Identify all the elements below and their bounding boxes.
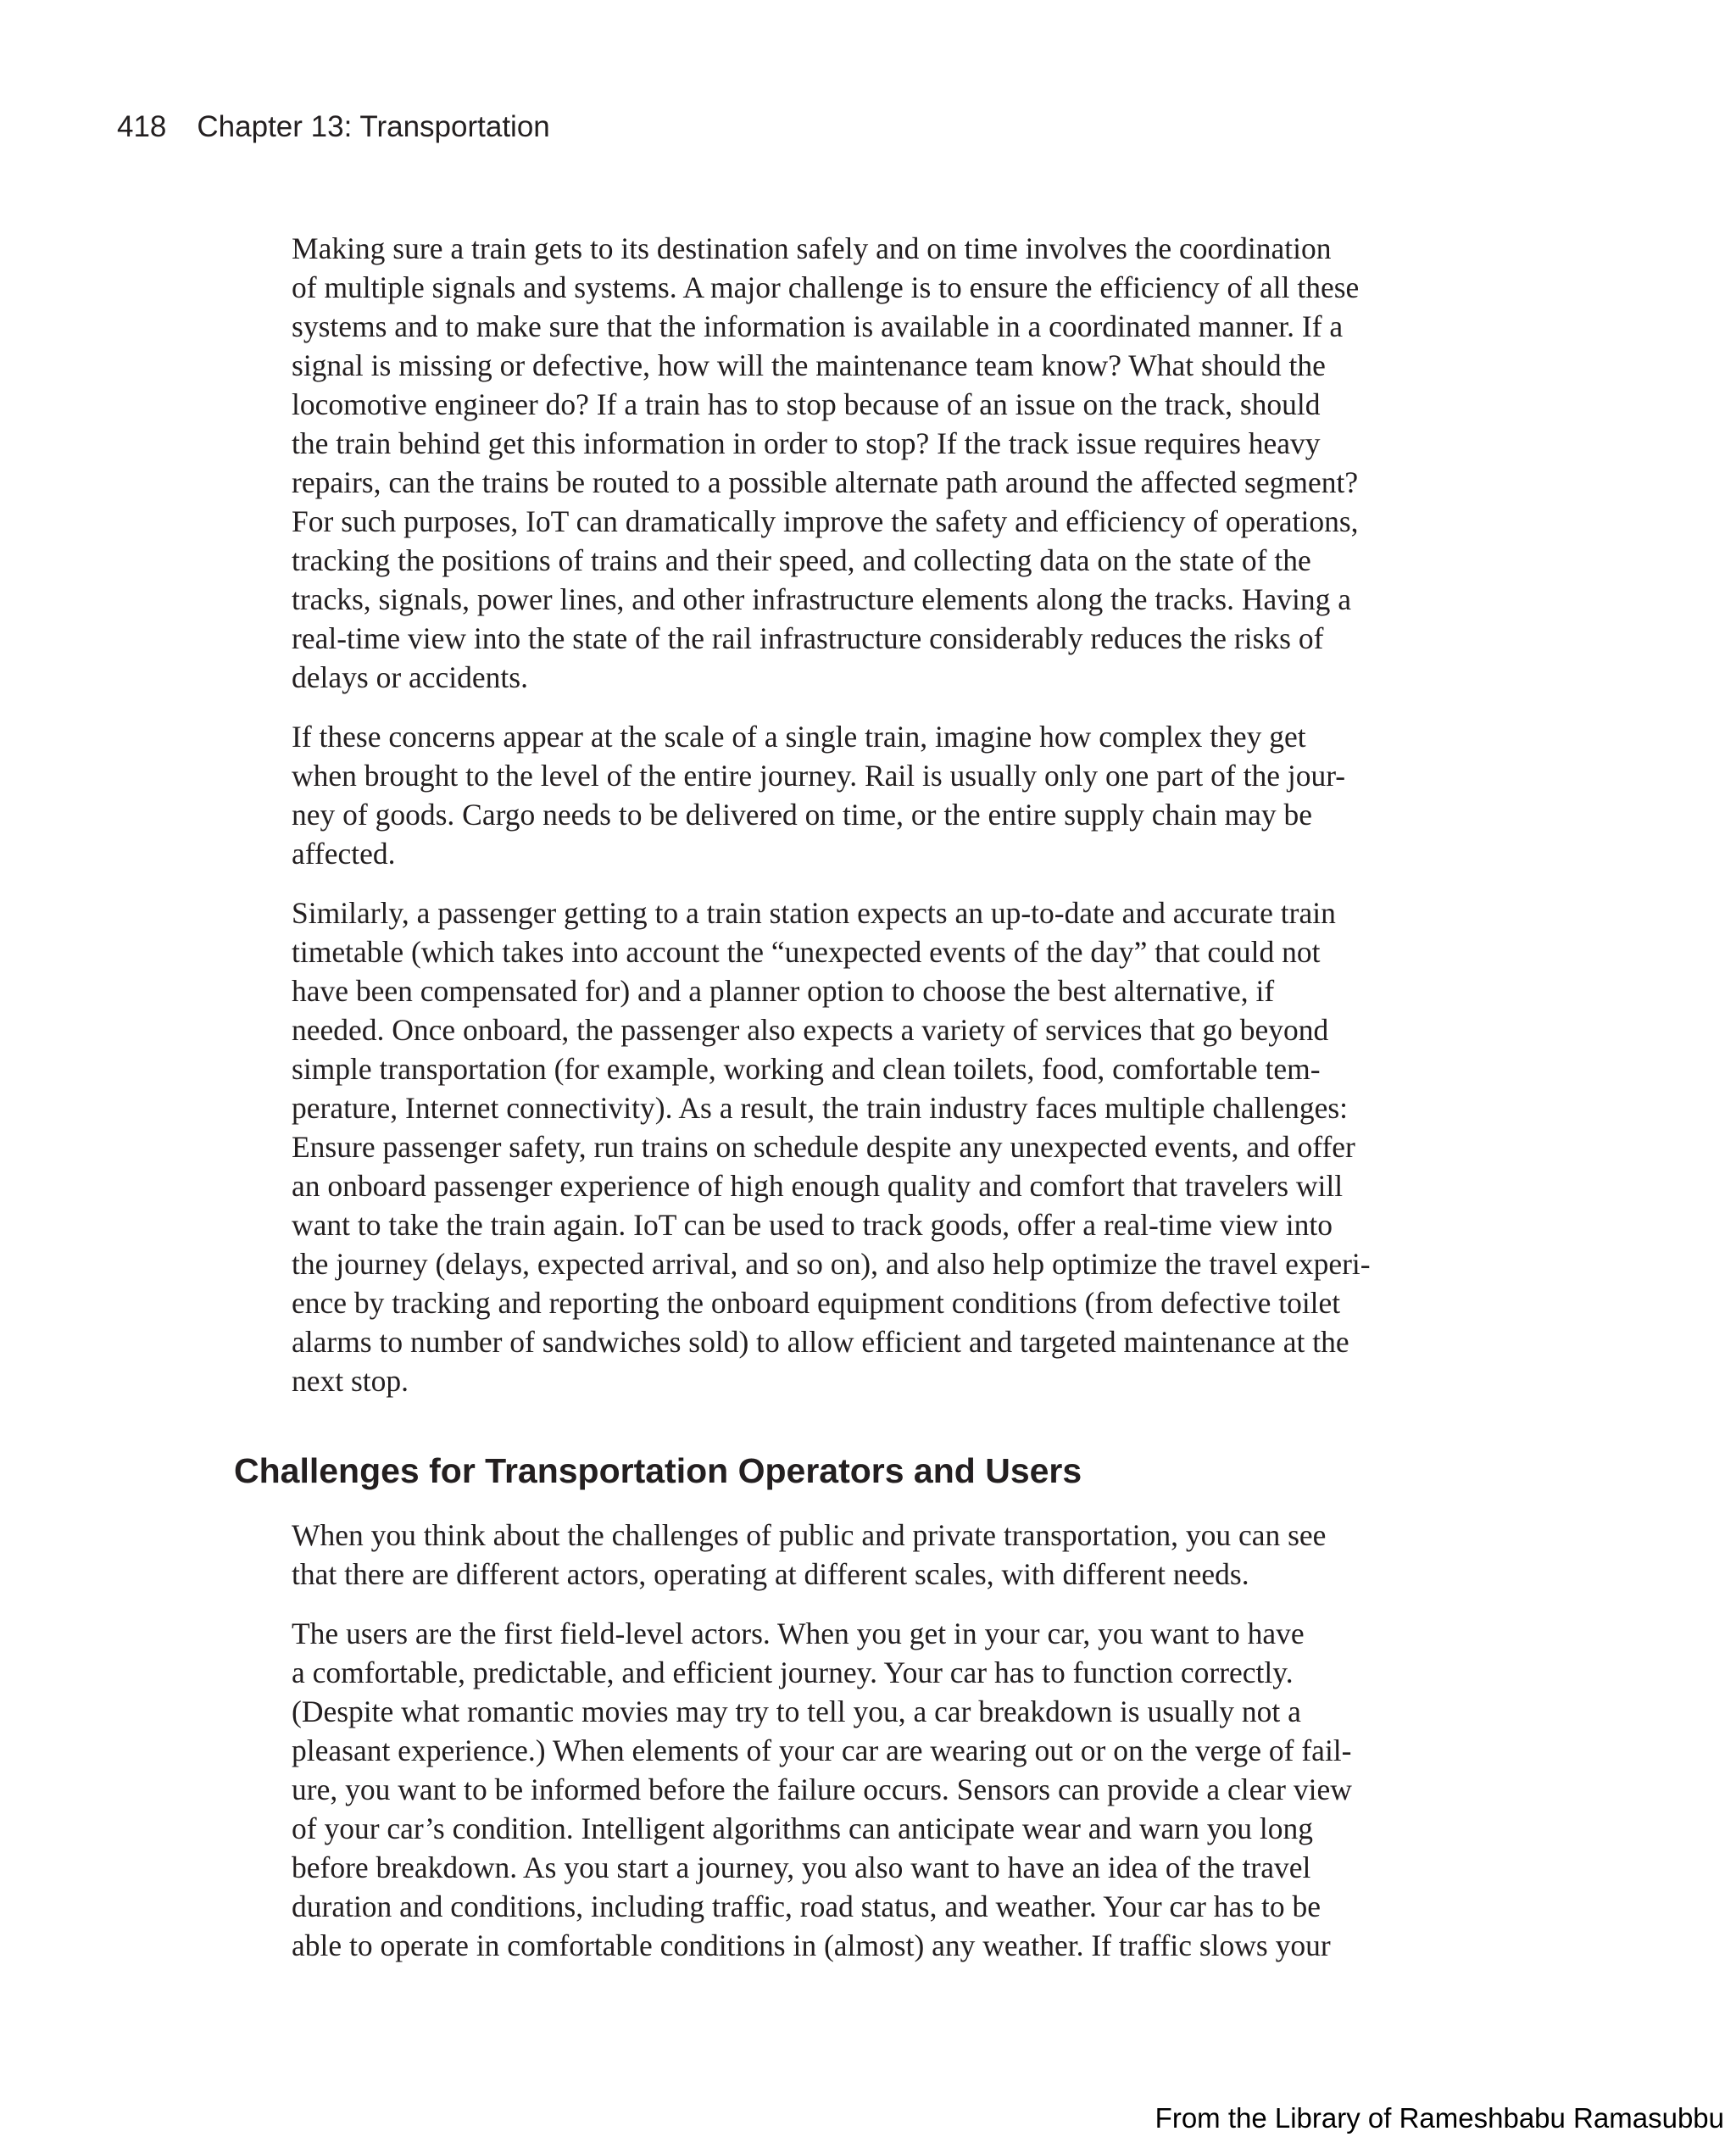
text-line: delays or accidents. xyxy=(292,660,528,694)
text-line: tracking the positions of trains and their speed, and collecting data on the state of the xyxy=(292,543,1311,577)
text-line: real-time view into the state of the rail infrastructure considerably reduces the risks of xyxy=(292,621,1324,655)
text-line: next stop. xyxy=(292,1364,409,1398)
text-line: Making sure a train gets to its destination safely and on time involves the coordination xyxy=(292,231,1332,265)
text-line: the journey (delays, expected arrival, and so on), and also help optimize the travel experi- xyxy=(292,1247,1371,1281)
text-line: repairs, can the trains be routed to a possible alternate path around the affected segment? xyxy=(292,465,1359,499)
text-line: For such purposes, IoT can dramatically improve the safety and efficiency of operations, xyxy=(292,504,1359,538)
text-line: alarms to number of sandwiches sold) to allow efficient and targeted maintenance at the xyxy=(292,1325,1349,1359)
text-line: want to take the train again. IoT can be used to track goods, offer a real-time view into xyxy=(292,1208,1333,1242)
text-line: If these concerns appear at the scale of a single train, imagine how complex they get xyxy=(292,720,1306,754)
text-line: when brought to the level of the entire journey. Rail is usually only one part of the jour- xyxy=(292,759,1346,793)
paragraph xyxy=(292,1516,1453,1594)
text-line: tracks, signals, power lines, and other infrastructure elements along the tracks. Having a xyxy=(292,582,1351,616)
running-head xyxy=(117,110,550,144)
text-line: signal is missing or defective, how will the maintenance team know? What should the xyxy=(292,348,1326,382)
paragraph xyxy=(292,893,1453,1400)
text-line: Ensure passenger safety, run trains on schedule despite any unexpected events, and offer xyxy=(292,1130,1355,1164)
text-line: timetable (which takes into account the “unexpected events of the day” that could not xyxy=(292,935,1321,969)
text-line: ney of goods. Cargo needs to be delivered on time, or the entire supply chain may be xyxy=(292,798,1313,832)
text-line: of multiple signals and systems. A major challenge is to ensure the efficiency of all these xyxy=(292,270,1360,304)
text-line: needed. Once onboard, the passenger also expects a variety of services that go beyond xyxy=(292,1013,1329,1047)
text-line: perature, Internet connectivity). As a result, the train industry faces multiple challenges: xyxy=(292,1091,1349,1125)
text-line: pleasant experience.) When elements of your car are wearing out or on the verge of fail- xyxy=(292,1733,1352,1767)
text-line: simple transportation (for example, working and clean toilets, food, comfortable tem- xyxy=(292,1052,1321,1086)
chapter-title: Chapter 13: Transportation xyxy=(197,110,550,143)
text-line: that there are different actors, operating at different scales, with different needs. xyxy=(292,1557,1249,1591)
text-line: (Despite what romantic movies may try to tell you, a car breakdown is usually not a xyxy=(292,1694,1301,1728)
text-line: ure, you want to be informed before the failure occurs. Sensors can provide a clear view xyxy=(292,1772,1352,1806)
text-line: locomotive engineer do? If a train has to stop because of an issue on the track, should xyxy=(292,387,1321,421)
text-line: have been compensated for) and a planner option to choose the best alternative, if xyxy=(292,974,1275,1008)
text-line: ence by tracking and reporting the onboard equipment conditions (from defective toilet xyxy=(292,1286,1341,1320)
text-line: of your car’s condition. Intelligent algorithms can anticipate wear and warn you long xyxy=(292,1811,1313,1845)
section-body-text xyxy=(292,1516,1453,1985)
text-line: Similarly, a passenger getting to a train station expects an up-to-date and accurate train xyxy=(292,896,1336,930)
library-watermark: From the Library of Rameshbabu Ramasubbu xyxy=(1155,2102,1724,2134)
text-line: able to operate in comfortable conditions in (almost) any weather. If traffic slows your xyxy=(292,1928,1331,1962)
text-line: before breakdown. As you start a journey, you also want to have an idea of the travel xyxy=(292,1850,1311,1884)
paragraph xyxy=(292,229,1453,697)
text-line: The users are the first field-level actors. When you get in your car, you want to have xyxy=(292,1617,1305,1650)
page-number: 418 xyxy=(117,110,167,143)
text-line: the train behind get this information in order to stop? If the track issue requires heavy xyxy=(292,426,1321,460)
text-line: an onboard passenger experience of high enough quality and comfort that travelers will xyxy=(292,1169,1344,1203)
text-line: a comfortable, predictable, and efficient journey. Your car has to function correctly. xyxy=(292,1656,1294,1689)
text-line: affected. xyxy=(292,837,396,871)
section-heading: Challenges for Transportation Operators and Users xyxy=(234,1451,1082,1490)
text-line: duration and conditions, including traffic, road status, and weather. Your car has to be xyxy=(292,1889,1321,1923)
text-line: When you think about the challenges of public and private transportation, you can see xyxy=(292,1518,1327,1552)
intro-body-text xyxy=(292,229,1453,1421)
paragraph xyxy=(292,717,1453,873)
text-line: systems and to make sure that the information is available in a coordinated manner. If a xyxy=(292,309,1344,343)
paragraph xyxy=(292,1614,1453,1965)
